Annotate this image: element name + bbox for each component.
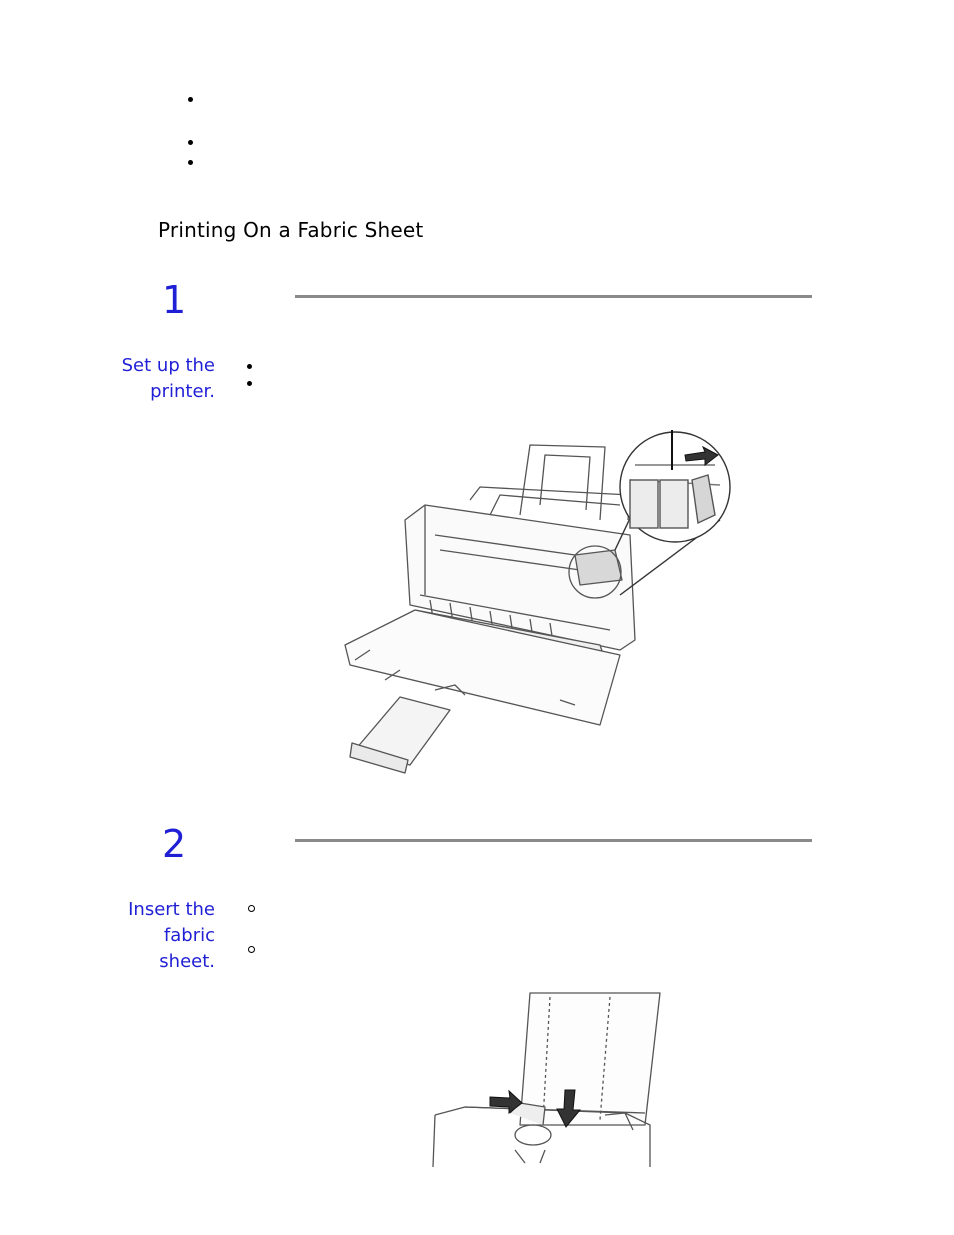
bullet <box>247 381 252 386</box>
step-label-line: printer. <box>150 381 215 402</box>
step-number: 1 <box>162 278 187 322</box>
step-label-line: Set up the <box>121 355 215 376</box>
sub-bullet <box>248 905 255 912</box>
bullet <box>247 364 252 369</box>
fabric-sheet-illustration <box>425 985 665 1170</box>
sub-bullet <box>248 946 255 953</box>
step-divider <box>295 295 812 298</box>
step-label <box>95 353 215 405</box>
bullet <box>188 140 193 145</box>
section-title: Printing On a Fabric Sheet <box>158 218 424 242</box>
step-divider <box>295 839 812 842</box>
step-label-line: Insert the <box>128 899 215 920</box>
step-label <box>95 897 215 975</box>
bullet <box>188 97 193 102</box>
step-label-line: fabric <box>163 925 215 946</box>
step-label-line: sheet. <box>159 951 215 972</box>
step-number: 2 <box>162 822 187 866</box>
printer-illustration <box>330 425 740 785</box>
bullet <box>188 160 193 165</box>
